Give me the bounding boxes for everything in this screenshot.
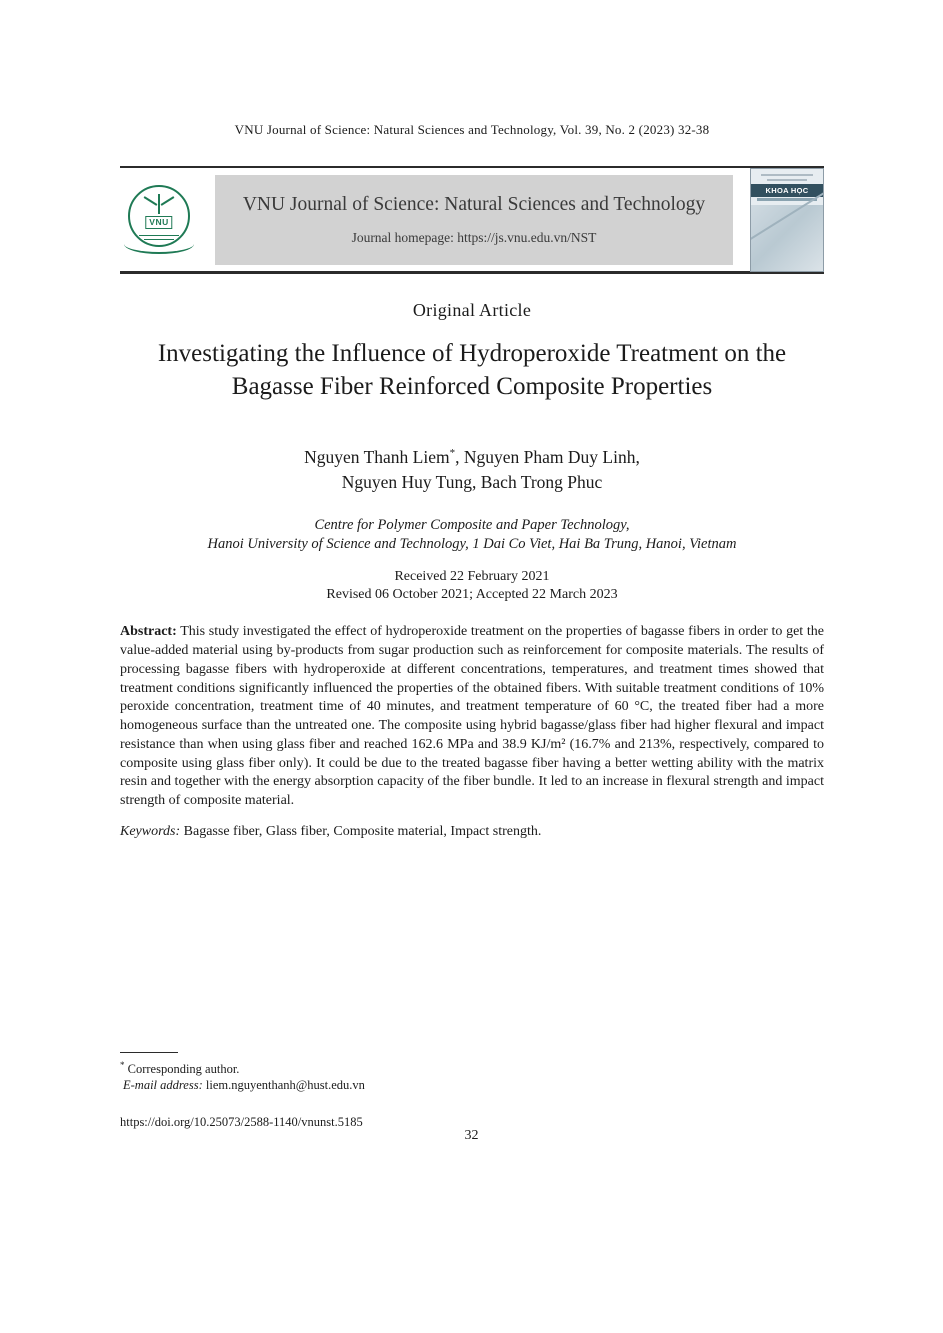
journal-title: VNU Journal of Science: Natural Sciences and Technology <box>242 193 706 215</box>
abstract-text: This study investigated the effect of hydroperoxide treatment on the properties of bagasse fibers in order to get the value-added material using by-products from sugar production such as reinforcement for composite materials. The results of processing bagasse fibers with hydroperoxide at different concentrations, temperatures, and treatment times showed that treatment conditions significantly influenced the properties of the obtained fibers. With suitable treatment conditions of 10% peroxide concentration, treatment time of 40 minutes, and treatment temperature of 60 °C, the treated fiber had a more homogeneous surface than the untreated one. The composite using hybrid bagasse/glass fiber had higher flexural and impact resistance than when using glass fiber and reached 162.6 MPa and 38.9 KJ/m² (16.7% and 213%, respectively, compared to composite using glass fiber only). It could be due to the treated bagasse fiber having a better wetting ability with the matrix resin and together with the energy absorption capacity of the fiber bundle. It led to an increase in flexural strength and impact strength of composite material. <box>120 624 824 809</box>
keywords-label: Keywords: <box>120 823 181 839</box>
journal-cover-thumbnail <box>750 168 824 272</box>
cover-decoration-bar <box>757 198 817 201</box>
affiliation-line-1: Centre for Polymer Composite and Paper Technology, <box>314 517 630 533</box>
journal-masthead <box>120 166 824 274</box>
affiliation-block <box>120 516 824 553</box>
page-number: 32 <box>464 1128 479 1143</box>
authors-line-2: Nguyen Huy Tung, Bach Trong Phuc <box>341 471 603 492</box>
cover-decoration-line <box>761 174 813 176</box>
page-content <box>120 0 824 840</box>
logo-tree-branch-right <box>161 196 175 206</box>
cover-title-label: KHOA HỌC <box>751 184 823 197</box>
journal-homepage-link[interactable]: Journal homepage: https://js.vnu.edu.vn/NST <box>351 229 597 245</box>
logo-book-line-2 <box>144 239 174 241</box>
abstract-label: Abstract: <box>120 624 177 640</box>
article-history <box>120 568 824 604</box>
corresponding-author-note <box>120 1060 680 1077</box>
logo-book-line-1 <box>139 235 179 237</box>
authors-line-1 <box>120 445 824 470</box>
authors-line-1-rest: , Nguyen Pham Duy Linh, <box>455 447 640 467</box>
keywords-text: Bagasse fiber, Glass fiber, Composite material, Impact strength. <box>180 823 542 839</box>
vnu-logo <box>120 185 198 254</box>
paper-title: Investigating the Influence of Hydroperoxide Treatment on the Bagasse Fiber Reinforced Composite Properties <box>157 340 787 400</box>
logo-tree-branch-left <box>144 196 158 206</box>
abstract-paragraph <box>120 623 824 811</box>
vnu-logo-circle <box>128 185 190 247</box>
doi-link[interactable]: https://doi.org/10.25073/2588-1140/vnunst.5185 <box>120 1114 363 1129</box>
author-name: Nguyen Thanh Liem <box>304 447 450 467</box>
footnote-block <box>120 1052 680 1130</box>
email-line <box>123 1077 680 1093</box>
cover-decoration-line <box>767 179 807 181</box>
cover-image-area <box>751 205 823 271</box>
email-label: E-mail address: <box>123 1078 203 1093</box>
received-date: Received 22 February 2021 <box>394 569 550 585</box>
footnote-asterisk: * <box>120 1060 125 1070</box>
article-type-label: Original Article <box>412 300 532 320</box>
keywords-line <box>120 824 824 840</box>
vnu-logo-text: VNU <box>145 216 172 229</box>
journal-banner <box>215 175 733 265</box>
corresponding-author-mark: * <box>449 447 456 460</box>
authors-block <box>120 445 824 494</box>
email-link[interactable]: liem.nguyenthanh@hust.edu.vn <box>202 1078 365 1093</box>
footnote-separator-rule <box>120 1052 178 1053</box>
revised-accepted-dates: Revised 06 October 2021; Accepted 22 March 2023 <box>326 587 618 603</box>
corresponding-author-text: Corresponding author. <box>124 1062 240 1077</box>
affiliation-line-2: Hanoi University of Science and Technology, 1 Dai Co Viet, Hai Ba Trung, Hanoi, Vietnam <box>207 535 737 552</box>
running-head: VNU Journal of Science: Natural Sciences and Technology, Vol. 39, No. 2 (2023) 32-38 <box>234 122 710 137</box>
